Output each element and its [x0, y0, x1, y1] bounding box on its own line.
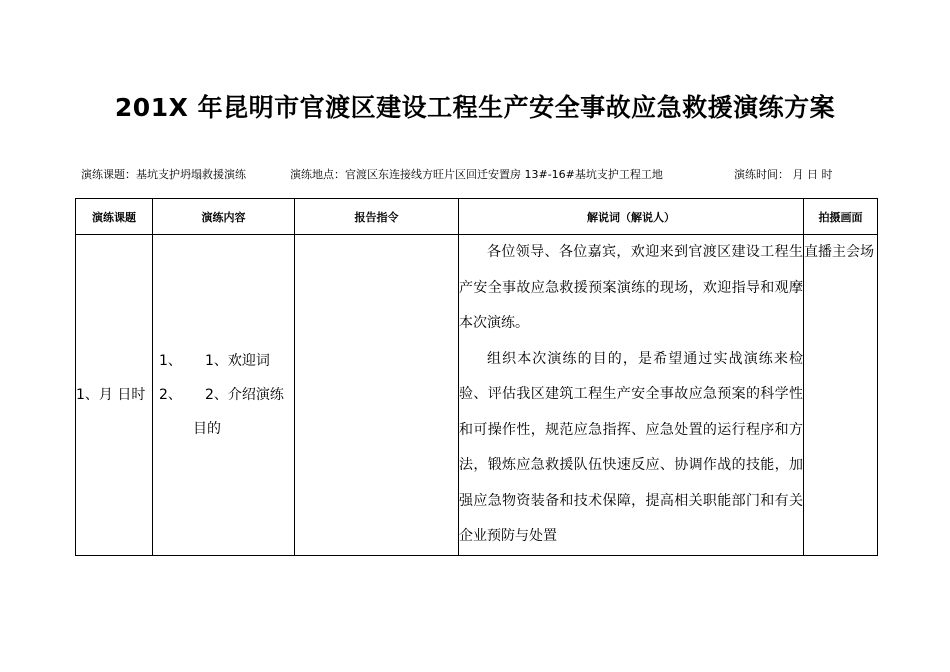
info-location: 演练地点：官渡区东连接线方旺片区回迁安置房 13#-16#基坑支护工程工地 [290, 168, 663, 181]
table-header-row [76, 199, 878, 235]
cell-shoot: 直播主会场 [804, 235, 878, 556]
cell-command [295, 235, 459, 556]
header-shoot: 拍摄画面 [804, 199, 878, 235]
content-item-text: 2、介绍演练 [205, 386, 284, 403]
plan-table [75, 198, 878, 556]
page-title: 201X 年昆明市官渡区建设工程生产安全事故应急救援演练方案 [114, 93, 836, 122]
narration-paragraph: 各位领导、各位嘉宾，欢迎来到官渡区建设工程生产安全事故应急救援预案演练的现场，欢迎指导和观摩本次演练。 [459, 244, 803, 331]
table-row [76, 235, 878, 556]
cell-narration [459, 235, 804, 556]
header-content: 演练内容 [153, 199, 295, 235]
content-item-continuation: 目的 [193, 420, 221, 437]
narration-paragraph: 组织本次演练的目的，是希望通过实战演练来检验、评估我区建筑工程生产安全事故应急预案的科学性和可操作性，规范应急指挥、应急处置的运行程序和方法，锻炼应急救援队伍快速反应、协调作战的技能，加强应急物资装备和技术保障，提高相关职能部门和有关企业预防与处置 [459, 350, 803, 544]
content-item [153, 344, 294, 378]
content-item-text: 1、欢迎词 [205, 352, 270, 369]
info-time: 演练时间： 月 日 时 [734, 168, 833, 181]
content-item-number: 2、 [159, 386, 182, 403]
cell-topic: 1、月 日时 [76, 235, 153, 556]
content-item [153, 378, 294, 412]
cell-content [153, 235, 295, 556]
header-topic: 演练课题 [76, 199, 153, 235]
header-command: 报告指令 [295, 199, 459, 235]
info-subject: 演练课题：基坑支护坍塌救援演练 [81, 168, 246, 181]
content-item-number: 1、 [159, 352, 182, 369]
header-narration: 解说词（解说人） [459, 199, 804, 235]
